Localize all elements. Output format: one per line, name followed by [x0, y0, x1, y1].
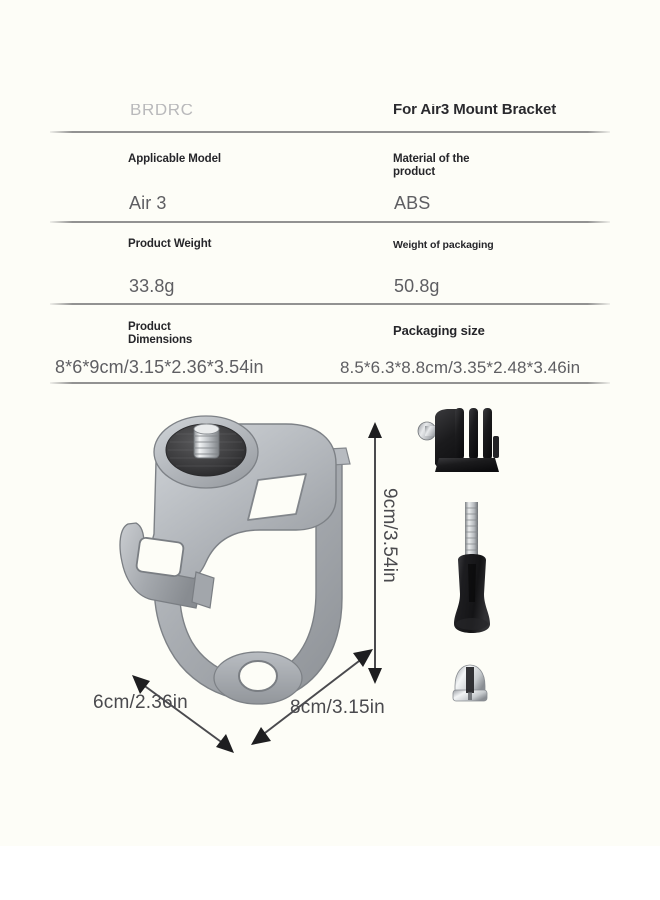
label-product-dimensions-line2: Dimensions — [128, 334, 193, 346]
value-packaging-size: 8.5*6.3*8.8cm/3.35*2.48*3.46in — [340, 358, 581, 377]
label-product-weight: Product Weight — [128, 238, 212, 250]
value-material: ABS — [394, 193, 431, 213]
label-product-dimensions-line1: Product — [128, 321, 171, 333]
brand-name: BRDRC — [130, 104, 194, 119]
depth-dimension-arrow — [128, 670, 240, 760]
label-applicable-model: Applicable Model — [128, 153, 221, 165]
label-packaging-size: Packaging size — [393, 323, 485, 338]
value-product-dimensions: 8*6*9cm/3.15*2.36*3.54in — [55, 357, 264, 377]
value-applicable-model: Air 3 — [129, 193, 167, 213]
gopro-adapter-art — [415, 406, 507, 482]
label-material-line1: Material of the — [393, 153, 470, 165]
thumbscrew-art — [450, 502, 494, 634]
width-dimension-label: 8cm/3.15in — [290, 697, 385, 718]
divider-3 — [50, 303, 610, 305]
screw-nut-art — [447, 660, 493, 706]
value-packaging-weight: 50.8g — [394, 276, 440, 296]
divider-1 — [50, 131, 610, 133]
divider-4 — [50, 382, 610, 384]
product-illustration — [0, 392, 660, 752]
height-dimension-label: 9cm/3.54in — [379, 488, 400, 583]
label-packaging-weight: Weight of packaging — [393, 239, 494, 251]
depth-dimension-label: 6cm/2.36in — [93, 692, 188, 713]
value-product-weight: 33.8g — [129, 276, 175, 296]
spec-header-row — [0, 104, 660, 128]
page-title: For Air3 Mount Bracket — [393, 104, 557, 118]
label-material-line2: product — [393, 166, 436, 178]
divider-2 — [50, 221, 610, 223]
